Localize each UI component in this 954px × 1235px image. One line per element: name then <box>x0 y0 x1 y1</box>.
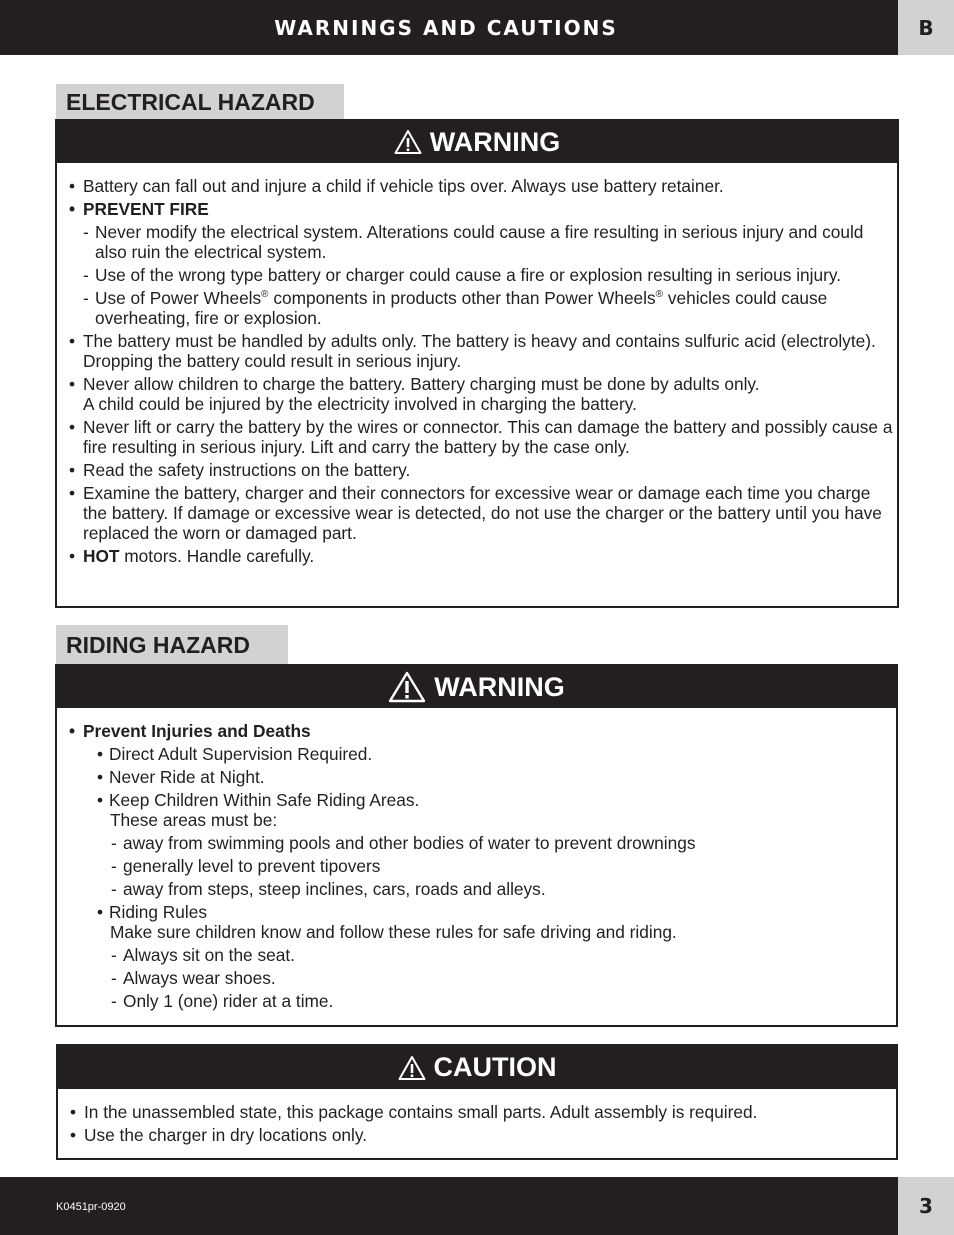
list-item: • Use the charger in dry locations only. <box>70 1125 896 1145</box>
list-item: • Direct Adult Supervision Required. <box>69 744 896 764</box>
list-item: • Never lift or carry the battery by the wires or connector. This can damage the battery and possibly cause a fire resulting in serious injury. Lift and carry the battery by the case only. <box>69 417 897 457</box>
electrical-warning-title: WARNING <box>429 126 561 157</box>
list-item: - Only 1 (one) rider at a time. <box>69 991 896 1011</box>
riding-hazard-heading: RIDING HAZARD <box>56 625 288 665</box>
list-item: • Examine the battery, charger and their connectors for excessive wear or damage each time you charge the battery. If damage or excessive wear is detected, do not use the charger or the battery until you have replaced the worn or damaged part. <box>69 483 897 543</box>
list-item: • Riding Rules <box>69 902 896 922</box>
prevent-fire-item: • PREVENT FIRE <box>69 199 897 219</box>
page-title: WARNINGS AND CAUTIONS <box>274 15 618 40</box>
warning-triangle-icon <box>398 1055 426 1081</box>
areas-intro: These areas must be: <box>110 810 278 830</box>
electrical-warning-header <box>57 121 897 163</box>
list-item: • Battery can fall out and injure a child if vehicle tips over. Always use battery retainer. <box>69 176 897 196</box>
caution-header <box>58 1046 896 1089</box>
list-item: • Never Ride at Night. <box>69 767 896 787</box>
list-item: - Always sit on the seat. <box>69 945 896 965</box>
electrical-warning-box <box>55 119 899 608</box>
warning-triangle-icon <box>388 671 426 703</box>
list-item: • Keep Children Within Safe Riding Areas. <box>69 790 896 810</box>
list-item: • The battery must be handled by adults only. The battery is heavy and contains sulfuric acid (electrolyte). Dropping the battery could result in serious injury. <box>69 331 897 371</box>
header-bar <box>0 0 898 55</box>
list-item: - Use of Power Wheels® components in products other than Power Wheels® vehicles could cause overheating, fire or explosion. <box>69 288 897 328</box>
caution-box <box>56 1044 898 1160</box>
footer-bar <box>0 1177 898 1235</box>
list-item: • Read the safety instructions on the battery. <box>69 460 897 480</box>
list-item: - Always wear shoes. <box>69 968 896 988</box>
list-item: • In the unassembled state, this package contains small parts. Adult assembly is required. <box>70 1102 896 1122</box>
section-tab: B <box>898 0 954 55</box>
warning-triangle-icon <box>394 129 422 155</box>
prevent-injuries-item: • Prevent Injuries and Deaths <box>69 721 896 741</box>
list-item: - away from steps, steep inclines, cars, roads and alleys. <box>69 879 896 899</box>
list-item: - generally level to prevent tipovers <box>69 856 896 876</box>
caution-title: CAUTION <box>433 1052 557 1082</box>
electrical-hazard-heading: ELECTRICAL HAZARD <box>56 84 344 120</box>
list-item: - Never modify the electrical system. Alterations could cause a fire resulting in serious injury and could also ruin the electrical system. <box>69 222 897 262</box>
document-code: K0451pr-0920 <box>56 1201 126 1213</box>
rules-intro: Make sure children know and follow these rules for safe driving and riding. <box>110 922 677 942</box>
riding-warning-title: WARNING <box>434 671 565 702</box>
list-item: - away from swimming pools and other bodies of water to prevent drownings <box>69 833 896 853</box>
caution-body <box>58 1089 896 1145</box>
list-item: • Never allow children to charge the battery. Battery charging must be done by adults only. A child could be injured by the electricity involved in charging the battery. <box>69 374 897 414</box>
electrical-warning-body <box>57 163 897 566</box>
riding-warning-box <box>55 664 898 1027</box>
list-item: - Use of the wrong type battery or charger could cause a fire or explosion resulting in serious injury. <box>69 265 897 285</box>
riding-warning-body <box>57 708 896 1011</box>
riding-warning-header <box>57 666 896 708</box>
page-number: 3 <box>898 1177 954 1235</box>
list-item: • HOT motors. Handle carefully. <box>69 546 897 566</box>
